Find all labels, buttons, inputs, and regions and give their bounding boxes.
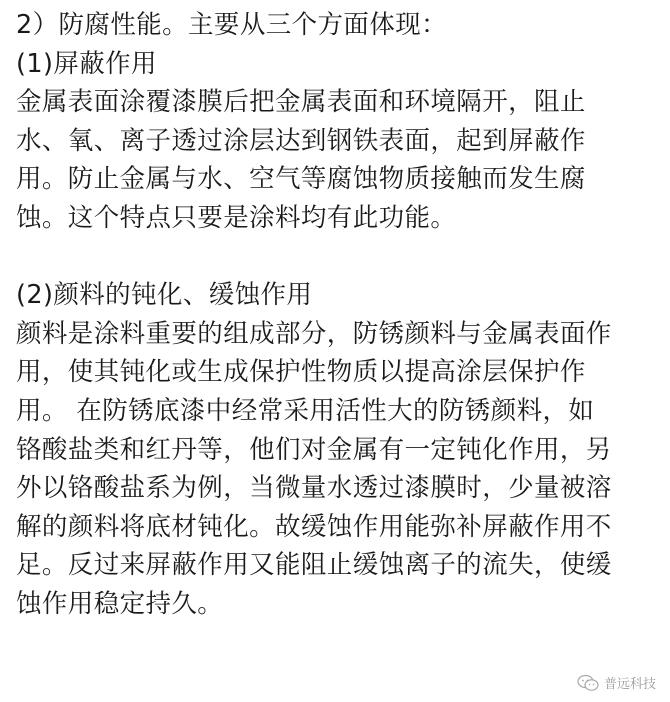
- watermark-text: 普远科技: [603, 677, 656, 692]
- heading: 2）防腐性能。主要从三个方面体现：: [16, 10, 448, 40]
- paragraph-line: 解的颜料将底材钝化。故缓蚀作用能弥补屏蔽作用不: [16, 511, 612, 542]
- paragraph-line: 水、氧、离子透过涂层达到钢铁表面，起到屏蔽作: [16, 125, 586, 156]
- paragraph-line: 铬酸盐类和红丹等，他们对金属有一定钝化作用，另: [16, 434, 612, 465]
- document-body: [16, 6, 664, 624]
- paragraph-line: 用。防止金属与水、空气等腐蚀物质接触而发生腐: [16, 164, 586, 195]
- paragraph-line: 颜料是涂料重要的组成部分，防锈颜料与金属表面作: [16, 318, 612, 349]
- wechat-icon: [577, 674, 599, 692]
- paragraph-line: 用。 在防锈底漆中经常采用活性大的防锈颜料，如: [16, 395, 595, 426]
- watermark: [577, 673, 656, 692]
- paragraph-line: 蚀。这个特点只要是涂料均有此功能。: [16, 202, 457, 233]
- paragraph-line: 足。反过来屏蔽作用又能阻止缓蚀离子的流失，使缓: [16, 550, 612, 581]
- paragraph-gap: [16, 238, 664, 277]
- paragraph-line: 蚀作用稳定持久。: [16, 588, 224, 619]
- paragraph-line: 外以铬酸盐系为例，当微量水透过漆膜时，少量被溶: [16, 473, 612, 504]
- paragraph-line: 用，使其钝化或生成保护性物质以提高涂层保护作: [16, 357, 586, 388]
- section-title: (2)颜料的钝化、缓蚀作用: [16, 280, 313, 311]
- section-title: (1)屏蔽作用: [16, 48, 157, 79]
- paragraph-line: 金属表面涂覆漆膜后把金属表面和环境隔开，阻止: [16, 87, 586, 118]
